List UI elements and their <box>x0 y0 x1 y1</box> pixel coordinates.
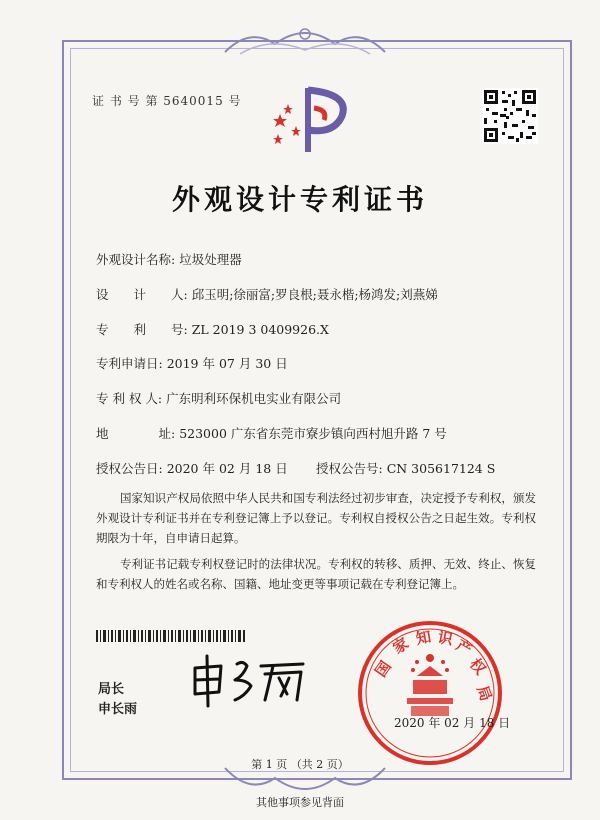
design-name-value: 垃圾处理器 <box>179 252 242 267</box>
filing-date-value: 2019 年 07 月 30 日 <box>166 356 288 371</box>
grant-number-label: 授权公告号: <box>316 461 383 476</box>
top-ornament <box>220 22 390 62</box>
patentee-label: 专 利 权 人: <box>96 391 163 406</box>
svg-text:家: 家 <box>389 634 412 658</box>
svg-text:权: 权 <box>465 655 490 679</box>
svg-text:识: 识 <box>436 628 455 649</box>
director-name: 申长雨 <box>98 702 138 717</box>
cnipa-logo <box>268 80 358 160</box>
address-label: 地 址: <box>96 426 176 441</box>
patentee-row <box>96 389 341 407</box>
official-seal <box>355 618 505 768</box>
certificate-number: 证 书 号 第 5640015 号 <box>92 94 242 108</box>
certificate-title: 外观设计专利证书 <box>171 183 428 216</box>
design-name-row <box>96 250 242 268</box>
svg-text:局: 局 <box>473 683 496 704</box>
barcode <box>96 630 246 642</box>
designer-row <box>96 285 438 303</box>
patent-number-label: 专 利 号: <box>96 322 188 337</box>
grant-date-value: 2020 年 02 月 18 日 <box>166 461 288 476</box>
grant-date-row <box>96 459 288 477</box>
grant-number-row <box>316 459 495 477</box>
grant-statement: 国家知识产权局依照中华人民共和国专利法经过初步审查，决定授予专利权，颁发外观设计专利证书并在专利登记簿上予以登记。专利权自授权公告之日起生效。专利权期限为十年，自申请日起算。 <box>96 491 536 545</box>
director-title: 局长 <box>98 682 125 697</box>
designer-label: 设 计 人: <box>96 287 188 302</box>
patent-number-row <box>96 320 329 338</box>
back-note: 其他事项参见背面 <box>256 796 344 809</box>
filing-date-row <box>96 354 288 372</box>
qr-code[interactable] <box>482 88 538 144</box>
seal-date: 2020 年 02 月 18 日 <box>394 716 511 730</box>
address-value: 523000 广东省东莞市寮步镇向西村旭升路 7 号 <box>179 426 447 441</box>
legal-status-note: 专利证书记载专利权登记时的法律状况。专利权的转移、质押、无效、终止、恢复和专利权人的姓名或名称、国籍、地址变更等事项记载在专利登记簿上。 <box>96 557 536 591</box>
svg-text:产: 产 <box>453 635 476 659</box>
page-number: 第 1 页 （共 2 页） <box>251 758 349 771</box>
patent-number-value: ZL 2019 3 0409926.X <box>191 322 329 337</box>
patentee-value: 广东明利环保机电实业有限公司 <box>166 391 342 406</box>
svg-text:国: 国 <box>371 657 395 681</box>
filing-date-label: 专利申请日: <box>96 356 163 371</box>
designer-value: 邱玉明;徐丽富;罗良根;聂永楷;杨鸿发;刘燕娣 <box>191 287 438 302</box>
grant-number-value: CN 305617124 S <box>386 461 496 476</box>
design-name-label: 外观设计名称: <box>96 252 176 267</box>
address-row <box>96 424 447 442</box>
svg-text:知: 知 <box>414 627 433 648</box>
handwritten-signature <box>185 650 315 710</box>
grant-date-label: 授权公告日: <box>96 461 163 476</box>
